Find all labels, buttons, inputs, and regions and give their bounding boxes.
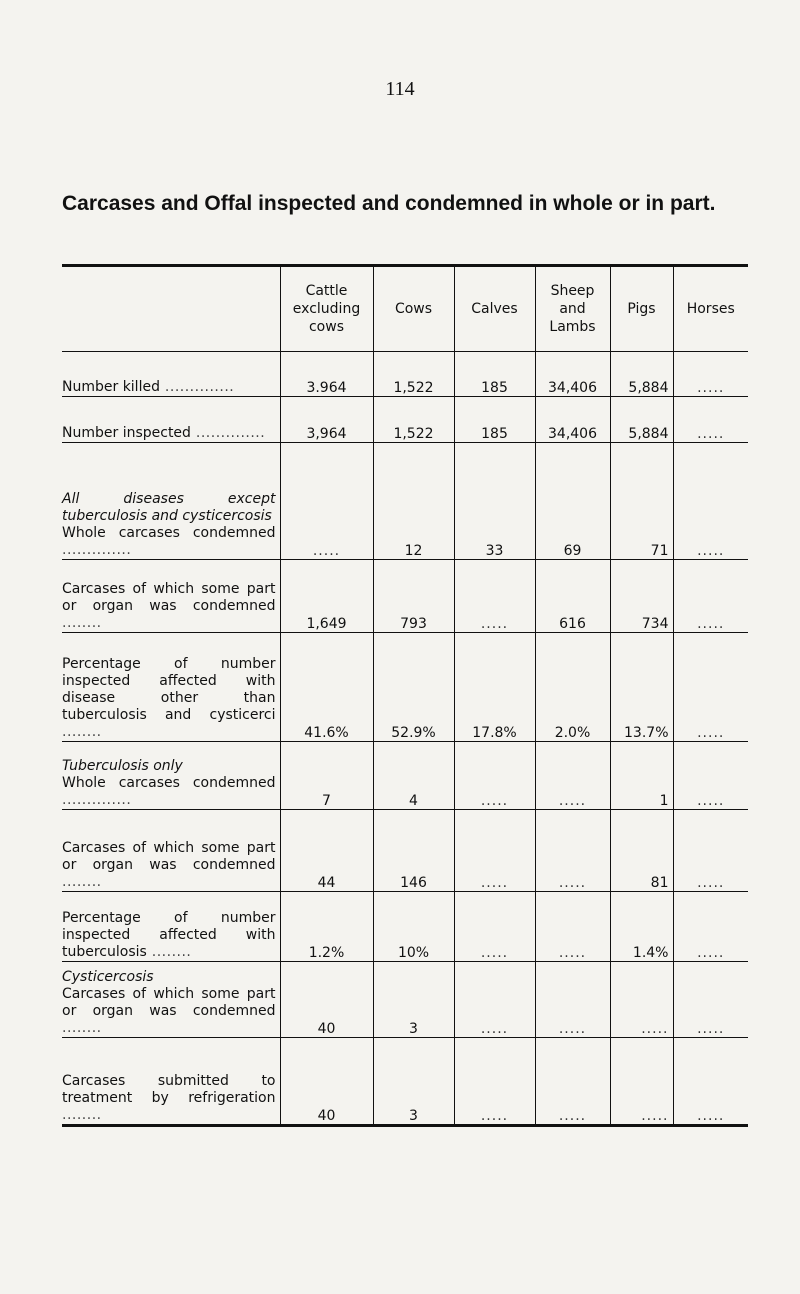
section-heading: All diseases except tuberculosis and cysticercosis — [62, 491, 276, 524]
value-cell: ..... — [673, 397, 748, 443]
value-cell: 3 — [373, 962, 454, 1038]
value-cell: 13.7% — [610, 633, 673, 742]
value-cell: 52.9% — [373, 633, 454, 742]
row-label — [62, 633, 280, 742]
value-cell: ..... — [673, 962, 748, 1038]
row-label-text: Percentage of number inspected affected with disease other than tuberculosis and cysticerci — [62, 656, 276, 723]
value-cell: 5,884 — [610, 352, 673, 397]
value-cell: ..... — [280, 443, 373, 560]
value-cell: 34,406 — [535, 352, 610, 397]
value-cell: ..... — [454, 1038, 535, 1126]
value-cell: 3 — [373, 1038, 454, 1126]
value-cell: 10% — [373, 892, 454, 962]
row-label-text: Number inspected — [62, 425, 191, 441]
value-cell: 2.0% — [535, 633, 610, 742]
dot-leader: ........ — [62, 1020, 102, 1036]
value-cell: 616 — [535, 560, 610, 633]
value-cell: ..... — [454, 810, 535, 892]
value-cell: ..... — [535, 962, 610, 1038]
table-row — [62, 1038, 748, 1126]
dot-leader: ........ — [146, 944, 192, 960]
row-label — [62, 397, 280, 443]
row-label — [62, 892, 280, 962]
value-cell: ..... — [673, 352, 748, 397]
value-cell: 33 — [454, 443, 535, 560]
row-label — [62, 443, 280, 560]
dot-leader: ........ — [62, 724, 102, 740]
value-cell: ..... — [610, 1038, 673, 1126]
value-cell: 81 — [610, 810, 673, 892]
column-header: Calves — [454, 266, 535, 352]
column-header: Horses — [673, 266, 748, 352]
value-cell: 734 — [610, 560, 673, 633]
value-cell: 41.6% — [280, 633, 373, 742]
section-heading: Cysticercosis — [62, 969, 154, 985]
table-body — [62, 352, 748, 1126]
value-cell: ..... — [454, 742, 535, 810]
row-label — [62, 352, 280, 397]
value-cell: 1,522 — [373, 352, 454, 397]
column-header: Pigs — [610, 266, 673, 352]
table-row — [62, 397, 748, 443]
row-label-text: Number killed — [62, 379, 160, 395]
row-label — [62, 810, 280, 892]
dot-leader: .............. — [62, 792, 132, 808]
value-cell: ..... — [454, 962, 535, 1038]
value-cell: 793 — [373, 560, 454, 633]
value-cell: 1 — [610, 742, 673, 810]
value-cell: 4 — [373, 742, 454, 810]
dot-leader: .............. — [62, 542, 132, 558]
table-row — [62, 962, 748, 1038]
value-cell: 40 — [280, 962, 373, 1038]
row-label-text: Carcases of which some part or organ was condemned — [62, 986, 276, 1019]
inspection-table — [62, 264, 748, 1127]
page-number: 114 — [385, 78, 415, 100]
dot-leader: ........ — [62, 874, 102, 890]
page-title: Carcases and Offal inspected and condemned in whole or in part. — [62, 192, 716, 215]
table-row — [62, 443, 748, 560]
table-row — [62, 810, 748, 892]
value-cell: 1.2% — [280, 892, 373, 962]
row-label-text: Whole carcases condemned — [62, 525, 276, 541]
value-cell: 44 — [280, 810, 373, 892]
value-cell: 3,964 — [280, 397, 373, 443]
value-cell: 185 — [454, 352, 535, 397]
dot-leader: ........ — [62, 1107, 102, 1123]
section-heading: Tuberculosis only — [62, 758, 183, 774]
dot-leader: ........ — [62, 615, 102, 631]
column-header: Cows — [373, 266, 454, 352]
value-cell: 7 — [280, 742, 373, 810]
row-label — [62, 962, 280, 1038]
row-label-text: Whole carcases condemned — [62, 775, 276, 791]
value-cell: ..... — [454, 892, 535, 962]
value-cell: 71 — [610, 443, 673, 560]
value-cell: 17.8% — [454, 633, 535, 742]
table-row — [62, 892, 748, 962]
value-cell: ..... — [673, 633, 748, 742]
table-row — [62, 352, 748, 397]
header-row — [62, 266, 748, 352]
value-cell: 3.964 — [280, 352, 373, 397]
value-cell: 146 — [373, 810, 454, 892]
row-label-text: Carcases of which some part or organ was condemned — [62, 840, 276, 873]
value-cell: ..... — [673, 810, 748, 892]
value-cell: 1,649 — [280, 560, 373, 633]
column-header: Cattle excluding cows — [280, 266, 373, 352]
value-cell: ..... — [673, 742, 748, 810]
row-label-text: Percentage of number inspected affected with tuberculosis — [62, 910, 276, 960]
row-label-text: Carcases submitted to treatment by refrigeration — [62, 1073, 276, 1106]
value-cell: 69 — [535, 443, 610, 560]
row-label — [62, 1038, 280, 1126]
value-cell: ..... — [535, 1038, 610, 1126]
row-label — [62, 742, 280, 810]
value-cell: 34,406 — [535, 397, 610, 443]
column-header: Sheep and Lambs — [535, 266, 610, 352]
value-cell: 5,884 — [610, 397, 673, 443]
value-cell: 40 — [280, 1038, 373, 1126]
value-cell: ..... — [610, 962, 673, 1038]
value-cell: 12 — [373, 443, 454, 560]
value-cell: ..... — [535, 892, 610, 962]
header-blank — [62, 266, 280, 352]
value-cell: ..... — [454, 560, 535, 633]
value-cell: 1,522 — [373, 397, 454, 443]
value-cell: ..... — [535, 742, 610, 810]
value-cell: ..... — [673, 560, 748, 633]
value-cell: ..... — [673, 892, 748, 962]
value-cell: ..... — [673, 1038, 748, 1126]
table-row — [62, 560, 748, 633]
value-cell: 185 — [454, 397, 535, 443]
value-cell: 1.4% — [610, 892, 673, 962]
table-row — [62, 742, 748, 810]
dot-leader: .............. — [190, 425, 266, 441]
table-row — [62, 633, 748, 742]
dot-leader: .............. — [159, 379, 235, 395]
value-cell: ..... — [535, 810, 610, 892]
value-cell: ..... — [673, 443, 748, 560]
row-label — [62, 560, 280, 633]
row-label-text: Carcases of which some part or organ was condemned — [62, 581, 276, 614]
